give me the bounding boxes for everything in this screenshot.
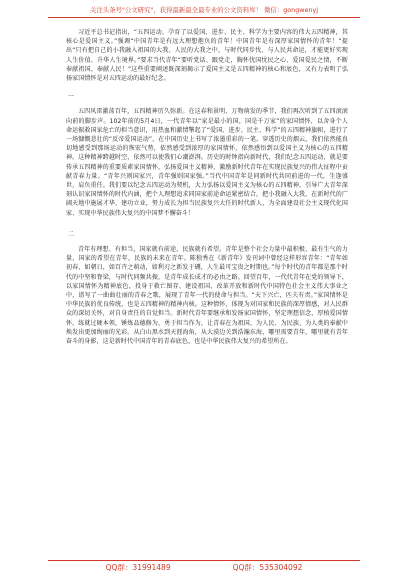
paragraph-section-2: 青年有理想、有担当，国家就有前途，民族就有希望。青年是整个社会力量中最积极、最有生气的力量，国家的希望在青年，民族的未来在青年。陈独秀在《新青年》发刊词中曾经这样形容青年：“青年如初春，如朝日，如百卉之萌动，如利刃之新发于硎，人生最可宝贵之时期也。”每个时代的青年都是那个时代的中坚和脊梁，与时代同频共振，是青年成长成才的必由之路。回望百年，一代代青年在党的领导下，以家国情怀为精神底色，投身于救亡图存、建设祖国、改革开放和新时代中国特色社会主义伟大事业之中，谱写了一曲曲壮丽的青春之歌，展现了青年一代的使命与担当。“天下兴亡，匹夫有责。”家国情怀是中华民族的优良传统，也是五四精神的精神内核。这种情怀，体现为对国家和民族的深厚情感，对人民群众的深切关怀，对自身责任的自觉担当。新时代青年要继承和发扬家国情怀，坚定理想信念，厚植爱国情怀，练就过硬本领，锤炼品德修为，勇于担当作为，让青春在为祖国、为人民、为民族、为人类的奉献中焕发出更加绚丽的光彩。从白山黑水到天涯海角，从大漠边关到浩瀚东海，哪里需要青年，哪里就有青年奋斗的身影，这是新时代中国青年的青春底色，也是中华民族伟大复兴的希望所在。: [66, 246, 348, 346]
header-divider: [48, 17, 360, 18]
paragraph-intro: 习近平总书记指出，“五四运动，孕育了以爱国、进步、民主、科学为主要内容的伟大五四精神，其核心是爱国主义。”强调“中国青年是有远大理想抱负的青年！中国青年是有深厚家国情怀的青年！”提出“只有把自己的小我融入祖国的大我、人民的大我之中，与时代同步伐、与人民共命运，才能更好实现人生价值、升华人生境界。”要求当代青年“要听党话、跟党走，胸怀忧国忧民之心、爱国爱民之情，不断奉献祖国、奉献人民！”这些重要阐述既深刻揭示了爱国主义是五四精神的核心和底色，又有力表明了弘扬家国情怀是对五四运动的最好纪念。: [66, 29, 348, 83]
section-heading-2: 二: [68, 230, 75, 238]
page-header-banner: 关注头条号"公文研究"，获得最新最全最专业的公文资料库！ 微信：gongwenyj: [89, 6, 319, 14]
section-heading-1: 一: [68, 93, 75, 101]
footer-divider: [48, 560, 360, 561]
footer-qq-group-2: QQ群：535304092: [232, 563, 303, 572]
document-body: [66, 28, 348, 346]
paragraph-section-1: 五四风雷激荡百年，五四精神历久弥新。在这春和景明、万物萌发的季节，我们再次听到了五四滚滚向前的脚步声。102年前的5月4日，一代青年以“家是最小的国，国是千万家”的家国情怀，以舍身个人命运振救国家危亡的担当意识，用热血和激情擎起了“爱国、进步、民主、科学”的五四精神旗帜，进行了一场慷慨悲壮的“反帝爱国运动”，在中国历史上书写了浓墨重彩的一笔。穿透历史的烟云，我们依然能真切地感受到那场运动的恢宏气势，依然感受到浓厚的家国情怀，依然感悟到以爱国主义为核心的五四精神。这种精神跨越时空，依然可以使我们心潮澎湃。历史的时钟指向新时代，我们纪念五四运动，就是要传承五四精神的重要质素家国情怀，弘扬爱国主义精神，激励新时代青年在实现民族复兴的伟大征程中贡献青春力量。“青年兴则国家兴，青年强则国家强。”当代中国青年是同新时代共同前进的一代，生逢盛世，肩负重任。我们要以纪念五四运动为契机，大力弘扬以爱国主义为核心的五四精神，引导广大青年深刻认识家国情怀的时代内涵，把个人理想追求同国家前途命运紧密结合，把小我融入大我，在新时代的广阔天地中施展才华、建功立业，努力成长为担当民族复兴大任的时代新人，为全面建设社会主义现代化国家、实现中华民族伟大复兴的中国梦不懈奋斗！: [66, 108, 348, 217]
footer-qq-group-1: QQ群：31991489: [105, 563, 171, 572]
page-footer: [48, 562, 360, 574]
